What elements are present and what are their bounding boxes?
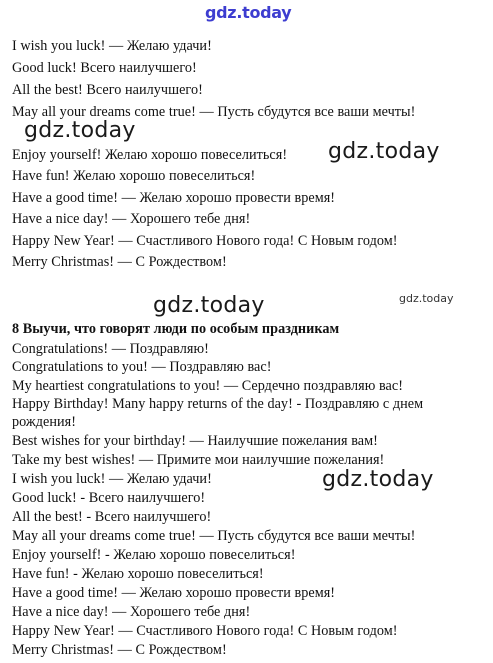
watermark-right: gdz.today xyxy=(328,139,440,164)
phrase-line: May all your dreams come true! — Пусть сбудутся все ваши мечты! xyxy=(12,528,416,544)
phrase-line: Good luck! Всего наилучшего! xyxy=(12,60,197,76)
phrase-line: Have a nice day! — Хорошего тебе дня! xyxy=(12,211,251,227)
watermark-lower: gdz.today xyxy=(322,467,434,492)
phrase-line: Happy Birthday! Many happy returns of the day! - Поздравляю с днем xyxy=(12,396,424,412)
phrase-line: Congratulations to you! — Поздравляю вас! xyxy=(12,359,272,375)
phrase-line: Happy New Year! — Счастливого Нового года! С Новым годом! xyxy=(12,233,398,249)
phrase-line: Merry Christmas! — С Рождеством! xyxy=(12,642,227,658)
phrase-line: Have fun! - Желаю хорошо повеселиться! xyxy=(12,566,264,582)
phrase-line: I wish you luck! — Желаю удачи! xyxy=(12,471,212,487)
phrase-line: Best wishes for your birthday! — Наилучшие пожелания вам! xyxy=(12,433,378,449)
watermark-small: gdz.today xyxy=(399,292,454,305)
phrase-line: All the best! Всего наилучшего! xyxy=(12,82,203,98)
phrase-line: Happy New Year! — Счастливого Нового года! С Новым годом! xyxy=(12,623,398,639)
phrase-line: Enjoy yourself! Желаю хорошо повеселиться! xyxy=(12,147,288,163)
phrase-line: Congratulations! — Поздравляю! xyxy=(12,341,209,357)
phrase-line: рождения! xyxy=(12,414,77,430)
watermark-top: gdz.today xyxy=(205,3,292,22)
phrase-line: Have a good time! — Желаю хорошо провести время! xyxy=(12,585,336,601)
phrase-line: Good luck! - Всего наилучшего! xyxy=(12,490,206,506)
phrase-line: My heartiest congratulations to you! — Сердечно поздравляю вас! xyxy=(12,378,403,394)
phrase-line: Take my best wishes! — Примите мои наилучшие пожелания! xyxy=(12,452,385,468)
watermark-middle: gdz.today xyxy=(153,293,265,318)
phrase-line: Have a nice day! — Хорошего тебе дня! xyxy=(12,604,251,620)
section-heading: 8 Выучи, что говорят люди по особым праздникам xyxy=(12,321,340,337)
phrase-line: Have fun! Желаю хорошо повеселиться! xyxy=(12,168,256,184)
phrase-line: Have a good time! — Желаю хорошо провести время! xyxy=(12,190,336,206)
phrase-line: Enjoy yourself! - Желаю хорошо повеселиться! xyxy=(12,547,296,563)
phrase-line: I wish you luck! — Желаю удачи! xyxy=(12,38,212,54)
watermark-left: gdz.today xyxy=(24,118,136,143)
phrase-line: May all your dreams come true! — Пусть сбудутся все ваши мечты! xyxy=(12,104,416,120)
phrase-line: All the best! - Всего наилучшего! xyxy=(12,509,212,525)
phrase-line: Merry Christmas! — С Рождеством! xyxy=(12,254,227,270)
